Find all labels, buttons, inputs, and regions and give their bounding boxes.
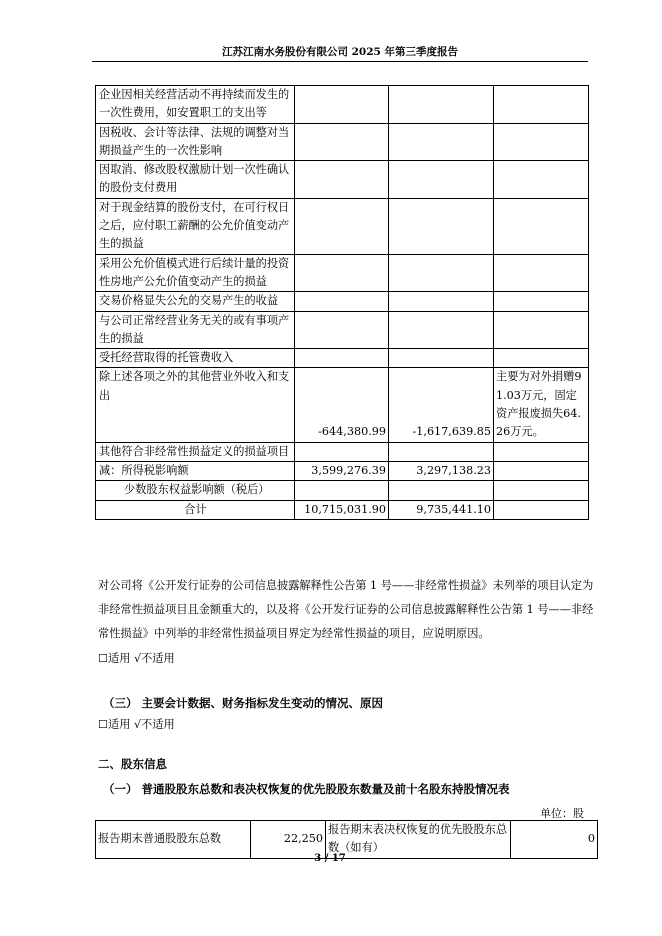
row-note: 主要为对外捐赠91.03万元，固定资产报废损失64.26万元。: [494, 368, 589, 442]
row-note: [494, 311, 589, 349]
year-to-date-amount: [389, 254, 494, 292]
year-to-date-amount: [389, 123, 494, 161]
row-note: [494, 461, 589, 480]
table-row: [96, 198, 589, 254]
current-period-amount: [295, 123, 389, 161]
row-label: 与公司正常经营业务无关的或有事项产生的损益: [96, 311, 295, 349]
current-period-amount: [295, 349, 389, 368]
year-to-date-amount: [389, 292, 494, 311]
row-note: [494, 161, 589, 199]
page-number: 3 / 17: [314, 853, 346, 864]
current-period-amount: 10,715,031.90: [295, 500, 389, 519]
shareholder-table-heading: （一） 普通股股东总数和表决权恢复的优先股股东数量及前十名股东持股情况表: [103, 782, 510, 796]
row-note: [494, 254, 589, 292]
year-to-date-amount: [389, 349, 494, 368]
header-divider: [92, 61, 588, 62]
report-header: 江苏江南水务股份有限公司 2025 年第三季度报告: [221, 46, 459, 58]
unit-label: 单位：股: [540, 807, 584, 820]
table-row: [96, 461, 589, 480]
current-period-amount: [295, 311, 389, 349]
row-label: 交易价格显失公允的交易产生的收益: [96, 292, 295, 311]
preferred-shareholder-count-value: 0: [511, 821, 598, 859]
current-period-amount: [295, 198, 389, 254]
table-row: [96, 86, 589, 124]
row-note: [494, 349, 589, 368]
preferred-shareholder-count-label: 报告期末表决权恢复的优先股股东总数（如有）: [326, 821, 511, 859]
applicability-option-2: ☐适用 √不适用: [98, 718, 175, 731]
current-period-amount: [295, 161, 389, 199]
table-row: [96, 292, 589, 311]
table-row: [96, 161, 589, 199]
explanation-paragraph: 对公司将《公开发行证券的公司信息披露解释性公告第 1 号——非经常性损益》未列举的项目认定为非经常性损益项目且金额重大的，以及将《公开发行证券的公司信息披露解释性公告第 1 号——非经常性损益》中列举的非经常性损益项目界定为经常性损益的项目，应说明原因。: [98, 579, 594, 640]
common-shareholder-count-value: 22,250: [251, 821, 326, 859]
row-note: [494, 123, 589, 161]
row-note: [494, 481, 589, 500]
year-to-date-amount: [389, 311, 494, 349]
table-row: [96, 481, 589, 500]
shareholder-info-heading: 二、股东信息: [98, 757, 167, 771]
current-period-amount: [295, 481, 389, 500]
common-shareholder-count-label: 报告期末普通股股东总数: [96, 821, 251, 859]
row-note: [494, 292, 589, 311]
year-to-date-amount: 3,297,138.23: [389, 461, 494, 480]
year-to-date-amount: -1,617,639.85: [389, 368, 494, 442]
row-note: [494, 86, 589, 124]
row-label: 少数股东权益影响额（税后）: [96, 481, 295, 500]
row-note: [494, 442, 589, 461]
year-to-date-amount: [389, 198, 494, 254]
non-recurring-items-table: [95, 85, 589, 520]
row-note: [494, 198, 589, 254]
applicability-option-1: ☐适用 √不适用: [98, 652, 175, 665]
row-label: 除上述各项之外的其他营业外收入和支出: [96, 368, 295, 442]
table-row: [96, 368, 589, 442]
current-period-amount: [295, 442, 389, 461]
row-label: 对于现金结算的股份支付，在可行权日之后，应付职工薪酬的公允价值变动产生的损益: [96, 198, 295, 254]
table-row: [96, 442, 589, 461]
current-period-amount: [295, 254, 389, 292]
row-label: 合计: [96, 500, 295, 519]
table-row: [96, 311, 589, 349]
table-row: [96, 254, 589, 292]
year-to-date-amount: [389, 86, 494, 124]
row-label: 其他符合非经常性损益定义的损益项目: [96, 442, 295, 461]
row-label: 减：所得税影响额: [96, 461, 295, 480]
year-to-date-amount: 9,735,441.10: [389, 500, 494, 519]
row-label: 受托经营取得的托管费收入: [96, 349, 295, 368]
current-period-amount: -644,380.99: [295, 368, 389, 442]
table-row: [96, 500, 589, 519]
section-3-heading: （三） 主要会计数据、财务指标发生变动的情况、原因: [103, 696, 384, 710]
current-period-amount: [295, 86, 389, 124]
row-label: 采用公允价值模式进行后续计量的投资性房地产公允价值变动产生的损益: [96, 254, 295, 292]
row-label: 因税收、会计等法律、法规的调整对当期损益产生的一次性影响: [96, 123, 295, 161]
current-period-amount: 3,599,276.39: [295, 461, 389, 480]
table-row: [96, 349, 589, 368]
current-period-amount: [295, 292, 389, 311]
row-label: 企业因相关经营活动不再持续而发生的一次性费用，如安置职工的支出等: [96, 86, 295, 124]
year-to-date-amount: [389, 161, 494, 199]
table-row: [96, 123, 589, 161]
year-to-date-amount: [389, 442, 494, 461]
row-label: 因取消、修改股权激励计划一次性确认的股份支付费用: [96, 161, 295, 199]
row-note: [494, 500, 589, 519]
year-to-date-amount: [389, 481, 494, 500]
